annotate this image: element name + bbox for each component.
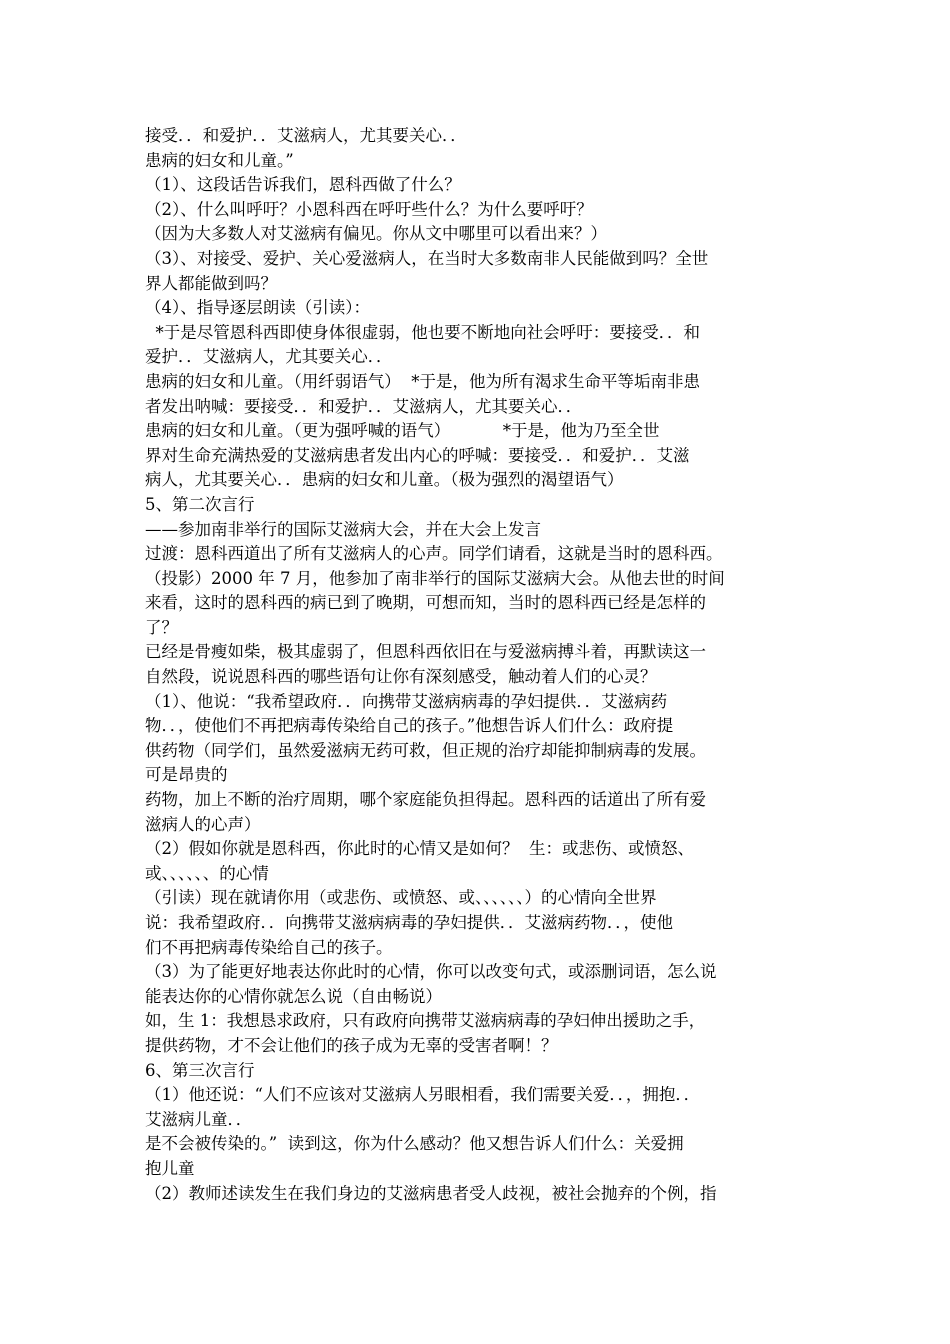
text-line: （因为大多数人对艾滋病有偏见。你从文中哪里可以看出来？） [145,224,607,244]
text-line: （4）、指导逐层朗读（引读）： [145,298,370,318]
text-line: （引读）现在就请你用（或悲伤、或愤怒、或、、、、、、）的心情向全世界 [145,888,657,908]
text-line: 物．．，使他们不再把病毒传染给自己的孩子。”他想告诉人们什么：政府提 [145,716,674,736]
text-line: （2）教师述读发生在我们身边的艾滋病患者受人歧视，被社会抛弃的个例，指 [145,1183,717,1203]
text-line: 界人都能做到吗？ [145,273,277,293]
text-line: 是不会被传染的。” 读到这，你为什么感动？他又想告诉人们什么：关爱拥 [145,1134,684,1154]
text-line: 供药物（同学们，虽然爱滋病无药可救，但正规的治疗却能抑制病毒的发展。 [145,740,706,760]
text-line: （2）假如你就是恩科西，你此时的心情又是如何？ 生：或悲伤、或愤怒、 [145,839,694,859]
text-line: 抱儿童 [145,1158,195,1178]
text-line: 提供药物，才不会让他们的孩子成为无辜的受害者啊！？ [145,1035,558,1055]
text-line: 病人，尤其要关心．．患病的妇女和儿童。（极为强烈的渴望语气） [145,470,624,490]
text-line: 药物，加上不断的治疗周期，哪个家庭能负担得起。恩科西的话道出了所有爱 [145,790,706,810]
text-line: 自然段，说说恩科西的哪些语句让你有深刻感受，触动着人们的心灵？ [145,667,657,687]
text-line: 艾滋病儿童．． [145,1109,253,1129]
text-line: 说：我希望政府．．向携带艾滋病病毒的孕妇提供．．艾滋病药物．．，使他 [145,913,673,932]
text-line: （3）为了能更好地表达你此时的心情，你可以改变句式，或添删词语，怎么说 [145,962,717,982]
text-line: 者发出呐喊：要接受．．和爱护．．艾滋病人，尤其要关心．． [145,396,583,416]
text-line: （投影）2000 年 7 月，他参加了南非举行的国际艾滋病大会。从他去世的时间 [145,568,725,588]
text-line: 患病的妇女和儿童。（更为强呼喊的语气） *于是，他为乃至全世 [145,421,660,441]
text-line: 可是昂贵的 [145,765,228,785]
section-heading: 6、第三次言行 [145,1060,255,1080]
text-line: （2）、什么叫呼吁？小恩科西在呼吁些什么？为什么要呼吁？ [145,199,593,219]
text-line: （1）、这段话告诉我们，恩科西做了什么？ [145,175,461,195]
text-line: 或、、、、、、的心情 [145,863,269,883]
text-line: 爱护．．艾滋病人，尤其要关心．． [145,347,393,367]
text-line: ——参加南非举行的国际艾滋病大会，并在大会上发言 [145,519,541,539]
text-line: 滋病人的心声） [145,814,261,834]
section-heading: 5、第二次言行 [145,494,255,514]
text-line: 界对生命充满热爱的艾滋病患者发出内心的呼喊：要接受．．和爱护．．艾滋 [145,445,690,465]
text-line: 了？ [145,617,178,637]
text-line: *于是尽管恩科西即使身体很虚弱，他也要不断地向社会呼吁：要接受．．和 [145,322,700,342]
text-line: （1）、他说：“我希望政府．．向携带艾滋病病毒的孕妇提供．．艾滋病药 [145,691,668,711]
text-line: （3）、对接受、爱护、关心爱滋病人，在当时大多数南非人民能做到吗？全世 [145,248,709,268]
text-line: 能表达你的心情你就怎么说（自由畅说） [145,986,442,1006]
text-line: 如，生 1：我想恳求政府，只有政府向携带艾滋病病毒的孕妇伸出援助之手， [145,1011,706,1031]
text-line: 患病的妇女和儿童。” [145,150,294,170]
text-line: （1）他还说：“人们不应该对艾滋病人另眼相看，我们需要关爱．．，拥抱．． [145,1085,701,1105]
text-line: 接受．．和爱护．．艾滋病人，尤其要关心．． [145,126,467,145]
text-line: 们不再把病毒传染给自己的孩子。 [145,937,393,957]
text-line: 来看，这时的恩科西的病已到了晚期，可想而知，当时的恩科西已经是怎样的 [145,593,706,613]
document-body [145,124,815,1206]
text-line: 过渡：恩科西道出了所有艾滋病人的心声。同学们请看，这就是当时的恩科西。 [145,544,723,564]
text-line: 已经是骨瘦如柴，极其虚弱了，但恩科西依旧在与爱滋病搏斗着，再默读这一 [145,642,706,662]
text-line: 患病的妇女和儿童。（用纤弱语气） *于是，他为所有渴求生命平等垢南非患 [145,371,700,391]
